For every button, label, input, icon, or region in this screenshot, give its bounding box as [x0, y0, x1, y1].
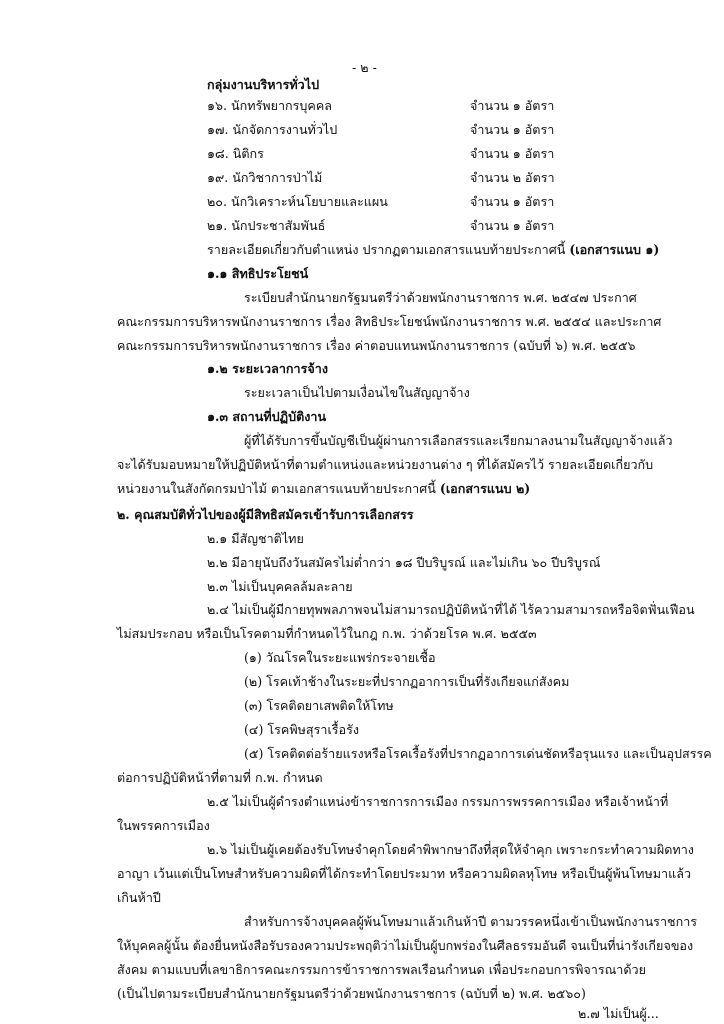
- list-item: ๒.๕ ไม่เป็นผู้ดำรงตำแหน่งข้าราชการการเมือง กรรมการพรรคการเมือง หรือเจ้าหน้าที่: [207, 794, 669, 809]
- list-item: ๒.๒ มีอายุนับถึงวันสมัครไม่ต่ำกว่า ๑๘ ปีบริบูรณ์ และไม่เกิน ๖๐ ปีบริบูรณ์: [207, 555, 601, 570]
- position-name: ๒๑. นักประชาสัมพันธ์: [207, 218, 326, 233]
- attachment-ref: (เอกสารแนบ ๒): [439, 481, 531, 496]
- body-line: จะได้รับมอบหมายให้ปฏิบัติหน้าที่ตามตำแหน่งและหน่วยงานต่าง ๆ ที่ได้สมัครไว้ รายละเอียดเกี่ยวกับ: [117, 457, 654, 472]
- body-line: (เป็นไปตามระเบียบสำนักนายกรัฐมนตรีว่าด้วยพนักงานราชการ (ฉบับที่ ๒) พ.ศ. ๒๕๖๐): [117, 986, 586, 1001]
- position-name: ๑๘. นิติกร: [207, 146, 264, 161]
- disease-item: (๑) วัณโรคในระยะแพร่กระจายเชื้อ: [244, 650, 436, 665]
- position-name: ๑๗. นักจัดการงานทั่วไป: [207, 122, 338, 137]
- disease-item-cont: ต่อการปฏิบัติหน้าที่ตามที่ ก.พ. กำหนด: [117, 770, 323, 785]
- body-line: ระเบียบสำนักนายกรัฐมนตรีว่าด้วยพนักงานราชการ พ.ศ. ๒๕๔๗ ประกาศ: [244, 290, 637, 305]
- body-line: คณะกรรมการบริหารพนักงานราชการ เรื่อง ค่าตอบแทนพนักงานราชการ (ฉบับที่ ๖) พ.ศ. ๒๕๕๖: [117, 338, 636, 353]
- position-name: ๑๙. นักวิชาการป่าไม้: [207, 170, 323, 185]
- list-item: ๒.๔ ไม่เป็นผู้มีกายทุพพลภาพจนไม่สามารถปฏิบัติหน้าที่ได้ ไร้ความสามารถหรือจิตฟั่นเฟือน: [207, 602, 695, 617]
- section-heading-1-1: ๑.๑ สิทธิประโยชน์: [207, 266, 309, 281]
- list-item: ๒.๓ ไม่เป็นบุคคลล้มละลาย: [207, 579, 353, 594]
- disease-item: (๕) โรคติดต่อร้ายแรงหรือโรคเรื้อรังที่ปรากฏอาการเด่นชัดหรือรุนแรง และเป็นอุปสรรค: [244, 746, 712, 761]
- body-line: [117, 480, 530, 498]
- section-heading-1-2: ๑.๒ ระยะเวลาการจ้าง: [207, 361, 328, 376]
- attachment-ref: (เอกสารแนบ ๑): [569, 242, 660, 257]
- position-count: จำนวน ๑ อัตรา: [470, 218, 555, 233]
- section-heading-1-3: ๑.๓ สถานที่ปฏิบัติงาน: [207, 409, 327, 424]
- position-count: จำนวน ๒ อัตรา: [470, 170, 555, 185]
- body-line: คณะกรรมการบริหารพนักงานราชการ เรื่อง สิทธิประโยชน์พนักงานราชการ พ.ศ. ๒๕๕๔ และประกาศ: [117, 314, 662, 329]
- disease-item: (๓) โรคติดยาเสพติดให้โทษ: [244, 698, 394, 713]
- list-item-cont: ไม่สมประกอบ หรือเป็นโรคตามที่กำหนดไว้ในกฎ ก.พ. ว่าด้วยโรค พ.ศ. ๒๕๕๓: [117, 626, 537, 641]
- body-line: สำหรับการจ้างบุคคลผู้พ้นโทษมาแล้วเกินห้าปี ตามวรรคหนึ่งเข้าเป็นพนักงานราชการ: [244, 914, 698, 929]
- body-line-text: หน่วยงานในสังกัดกรมป่าไม้ ตามเอกสารแนบท้ายประกาศนี้: [117, 481, 436, 496]
- list-item: ๒.๑ มีสัญชาติไทย: [207, 531, 304, 546]
- list-item: ๒.๖ ไม่เป็นผู้เคยต้องรับโทษจำคุกโดยคำพิพากษาถึงที่สุดให้จำคุก เพราะกระทำความผิดทาง: [207, 842, 694, 857]
- page-number: - ๒ -: [352, 60, 377, 75]
- body-line: ให้บุคคลผู้นั้น ต้องยื่นหนังสือรับรองความประพฤติว่าไม่เป็นผู้บกพร่องในศีลธรรมอันดี จนเป็นที่น่ารังเกียจของ: [117, 938, 694, 953]
- list-item-cont: อาญา เว้นแต่เป็นโทษสำหรับความผิดที่ได้กระทำโดยประมาท หรือความผิดลหุโทษ หรือเป็นผู้พ้นโทษมาแล้ว: [117, 866, 692, 881]
- list-item-cont: เกินห้าปี: [117, 890, 161, 905]
- body-line: ผู้ที่ได้รับการขึ้นบัญชีเป็นผู้ผ่านการเลือกสรรและเรียกมาลงนามในสัญญาจ้างแล้ว: [244, 433, 673, 448]
- disease-item: (๔) โรคพิษสุราเรื้อรัง: [244, 722, 359, 737]
- position-count: จำนวน ๑ อัตรา: [470, 98, 555, 113]
- disease-item: (๒) โรคเท้าช้างในระยะที่ปรากฏอาการเป็นที่รังเกียจแก่สังคม: [244, 674, 570, 689]
- body-line: ระยะเวลาเป็นไปตามเงื่อนไขในสัญญาจ้าง: [244, 385, 470, 400]
- group-title: กลุ่มงานบริหารทั่วไป: [207, 77, 320, 92]
- details-note-text: รายละเอียดเกี่ยวกับตำแหน่ง ปรากฏตามเอกสารแนบท้ายประกาศนี้: [207, 242, 566, 257]
- position-count: จำนวน ๑ อัตรา: [470, 122, 555, 137]
- position-count: จำนวน ๑ อัตรา: [470, 146, 555, 161]
- list-item-cont: ในพรรคการเมือง: [117, 818, 210, 833]
- body-line: สังคม ตามแบบที่เลขาธิการคณะกรรมการข้าราชการพลเรือนกำหนด เพื่อประกอบการพิจารณาด้วย: [117, 962, 646, 977]
- position-count: จำนวน ๑ อัตรา: [470, 194, 555, 209]
- section-heading-2: ๒. คุณสมบัติทั่วไปของผู้มีสิทธิสมัครเข้ารับการเลือกสรร: [117, 507, 414, 522]
- continued-marker: ๒.๗ ไม่เป็นผู้...: [578, 1006, 659, 1021]
- position-name: ๑๖. นักทรัพยากรบุคคล: [207, 98, 332, 113]
- position-name: ๒๐. นักวิเคราะห์นโยบายและแผน: [207, 194, 388, 209]
- details-note: [207, 241, 659, 259]
